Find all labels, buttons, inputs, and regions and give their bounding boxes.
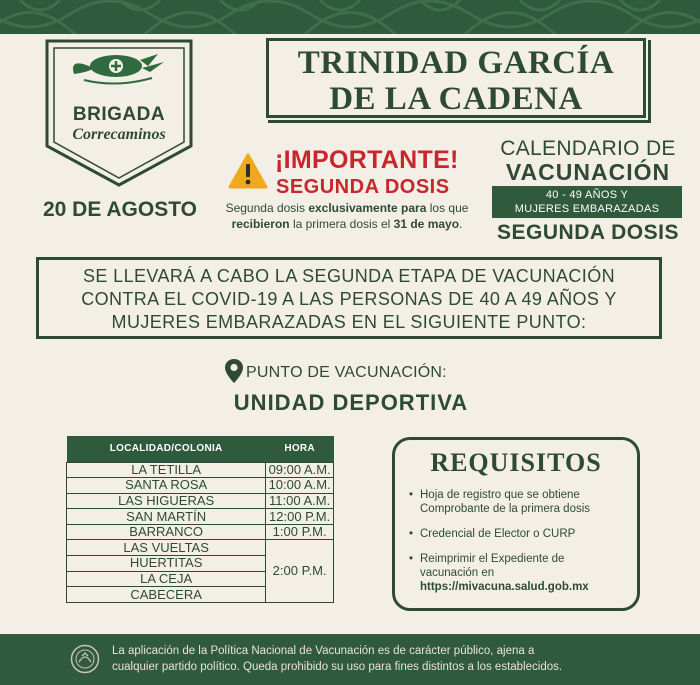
important-text-part: . [459,217,463,231]
locality-cell: LAS VUELTAS [67,540,266,556]
requirement-text: Reimprimir el Expediente de [420,553,565,565]
calendar-band-line2: MUJERES EMBARAZADAS [514,203,660,215]
municipality-name-line1: TRINIDAD GARCÍA [297,45,615,81]
requirement-text: Hoja de registro que se obtiene [420,489,580,501]
requirements-box [392,437,640,611]
hour-cell: 1:00 P.M. [266,524,334,540]
calendar-line2: VACUNACIÓN [505,159,671,185]
schedule-header-row [67,436,334,462]
footer-disclaimer [112,643,672,675]
hour-cell: 12:00 P.M. [266,509,334,525]
municipality-name-line2: DE LA CADENA [329,81,583,117]
locality-cell: SAN MARTÍN [67,509,266,525]
location-pin-icon [224,358,244,384]
hour-cell-merged: 2:00 P.M. [266,540,334,602]
column-header-hour: HORA [266,436,334,462]
column-header-locality: LOCALIDAD/COLONIA [67,436,266,462]
important-text-bold: 31 de mayo [393,217,460,231]
notice-line: MUJERES EMBARAZADAS EN EL SIGUIENTE PUNTO: [111,312,587,332]
footer-line: cualquier partido político. Queda prohibido su uso para fines distintos a los establecidos. [112,661,563,673]
national-seal-icon [70,644,100,674]
table-row [67,540,334,556]
list-item [409,527,633,541]
top-pattern-band [0,0,700,34]
locality-cell: CABECERA [67,587,266,603]
list-item [409,552,633,594]
important-title: ¡IMPORTANTE! [275,146,459,174]
important-text [218,200,476,232]
table-row [67,524,334,540]
list-item [409,488,633,516]
notice-line: CONTRA EL COVID-19 A LAS PERSONAS DE 40 A 49 AÑOS Y [81,289,617,309]
event-date: 20 DE AGOSTO [42,198,198,221]
notice-line: SE LLEVARÁ A CABO LA SEGUNDA ETAPA DE VACUNACIÓN [82,266,616,286]
calendar-line3: SEGUNDA DOSIS [497,221,679,244]
table-row [67,493,334,509]
calendar-age-band [492,186,682,218]
locality-cell: BARRANCO [67,524,266,540]
ornament-pattern [0,0,700,34]
requirement-text: Comprobante de la primera dosis [420,503,591,515]
locality-cell: SANTA ROSA [67,478,266,494]
vaccine-website-link[interactable]: https://mivacuna.salud.gob.mx [420,581,589,593]
important-text-part: los que [426,201,469,215]
requirements-title: REQUISITOS [430,448,602,477]
brigada-shield-logo [44,38,194,188]
important-text-bold: recibieron [231,217,290,231]
notice-box [36,257,662,339]
table-row [67,509,334,525]
requirement-text: Credencial de Elector o CURP [420,528,576,540]
vaccination-point-value: UNIDAD DEPORTIVA [233,390,469,415]
hour-cell: 10:00 A.M. [266,478,334,494]
municipality-name-box [266,38,646,118]
table-row [67,462,334,478]
important-text-part: la primera dosis el [289,217,394,231]
locality-cell: LAS HIGUERAS [67,493,266,509]
requirements-list [409,488,633,605]
locality-cell: LA TETILLA [67,462,266,478]
locality-cell: HUERTITAS [67,556,266,572]
important-subtitle: SEGUNDA DOSIS [276,176,450,198]
footer-line: La aplicación de la Política Nacional de Vacunación es de carácter público, ajena a [112,645,535,657]
warning-icon [228,153,268,189]
calendar-line1: CALENDARIO DE [500,137,676,160]
hour-cell: 09:00 A.M. [266,462,334,478]
table-row [67,478,334,494]
footer-band [0,634,700,685]
brand-subtitle: Correcaminos [72,126,166,143]
brand-title: BRIGADA [72,104,166,125]
roadrunner-icon [73,54,164,84]
locality-cell: LA CEJA [67,571,266,587]
vaccination-point-label: PUNTO DE VACUNACIÓN: [246,364,447,381]
requirement-text: vacunación en [420,567,495,579]
schedule-table [66,436,334,603]
important-text-part: Segunda dosis [225,201,309,215]
important-text-bold: exclusivamente para [308,201,427,215]
hour-cell: 11:00 A.M. [266,493,334,509]
calendar-band-line1: 40 - 49 AÑOS Y [545,189,629,201]
